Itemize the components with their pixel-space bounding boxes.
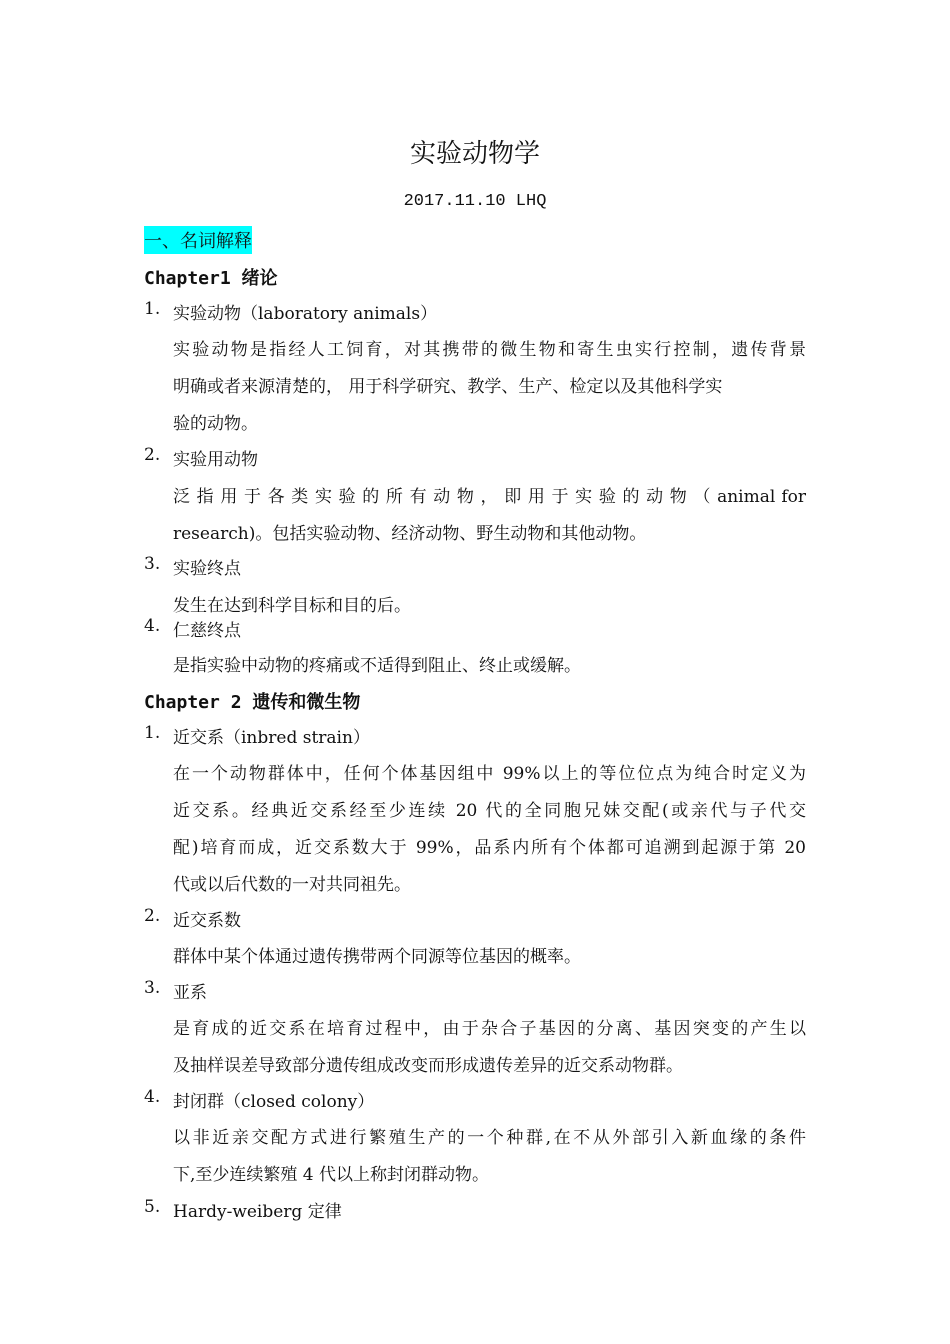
date-author-line: 2017.11.10 LHQ <box>403 192 547 211</box>
term-title: 实验动物（laboratory animals） <box>173 304 438 324</box>
chapter-1-heading: Chapter1 绪论 <box>144 268 278 289</box>
definition-line: 及抽样误差导致部分遗传组成改变而形成遗传差异的近交系动物群。 <box>173 1056 683 1076</box>
item-number: 5. <box>144 1197 161 1217</box>
term-title: 近交系（inbred strain） <box>173 728 370 748</box>
term-title: 近交系数 <box>173 911 241 931</box>
term-title: 亚系 <box>173 983 207 1003</box>
definition-line: 实验动物是指经人工饲育，对其携带的微生物和寄生虫实行控制，遗传背景 <box>173 340 806 360</box>
document-title: 实验动物学 <box>409 139 540 169</box>
item-number: 1. <box>144 299 161 319</box>
item-number: 4. <box>144 1087 161 1107</box>
term-title: 实验终点 <box>173 559 241 579</box>
term-title: 实验用动物 <box>173 450 258 470</box>
item-number: 3. <box>144 978 161 998</box>
definition-line: 是指实验中动物的疼痛或不适得到阻止、终止或缓解。 <box>173 656 581 676</box>
item-number: 2. <box>144 906 161 926</box>
definition-line: 下,至少连续繁殖 4 代以上称封闭群动物。 <box>173 1165 490 1185</box>
definition-line: 代或以后代数的一对共同祖先。 <box>173 875 411 895</box>
definition-line: 泛 指 用 于 各 类 实 验 的 所 有 动 物 ， 即 用 于 实 验 的 动 物 （ animal for <box>173 487 806 507</box>
definition-line: 发生在达到科学目标和目的后。 <box>173 596 411 616</box>
term-title: Hardy-weiberg 定律 <box>173 1202 342 1222</box>
definition-line: 以非近亲交配方式进行繁殖生产的一个种群,在不从外部引入新血缘的条件 <box>173 1128 806 1148</box>
definition-line: 配)培育而成，近交系数大于 99%，品系内所有个体都可追溯到起源于第 20 <box>173 838 806 858</box>
term-title: 封闭群（closed colony） <box>173 1092 375 1112</box>
definition-line: 明确或者来源清楚的， 用于科学研究、教学、生产、检定以及其他科学实 <box>173 377 723 397</box>
definition-line: research)。包括实验动物、经济动物、野生动物和其他动物。 <box>173 524 647 544</box>
definition-line: 在一个动物群体中，任何个体基因组中 99%以上的等位位点为纯合时定义为 <box>173 764 806 784</box>
item-number: 4. <box>144 616 161 636</box>
definition-line: 验的动物。 <box>173 414 258 434</box>
item-number: 1. <box>144 723 161 743</box>
term-title: 仁慈终点 <box>173 621 241 641</box>
definition-line: 群体中某个体通过遗传携带两个同源等位基因的概率。 <box>173 947 581 967</box>
chapter-2-heading: Chapter 2 遗传和微生物 <box>144 692 361 713</box>
item-number: 3. <box>144 554 161 574</box>
definition-line: 近交系。经典近交系经至少连续 20 代的全同胞兄妹交配(或亲代与子代交 <box>173 801 806 821</box>
section-heading: 一、名词解释 <box>144 226 252 254</box>
item-number: 2. <box>144 445 161 465</box>
definition-line: 是育成的近交系在培育过程中，由于杂合子基因的分离、基因突变的产生以 <box>173 1019 806 1039</box>
